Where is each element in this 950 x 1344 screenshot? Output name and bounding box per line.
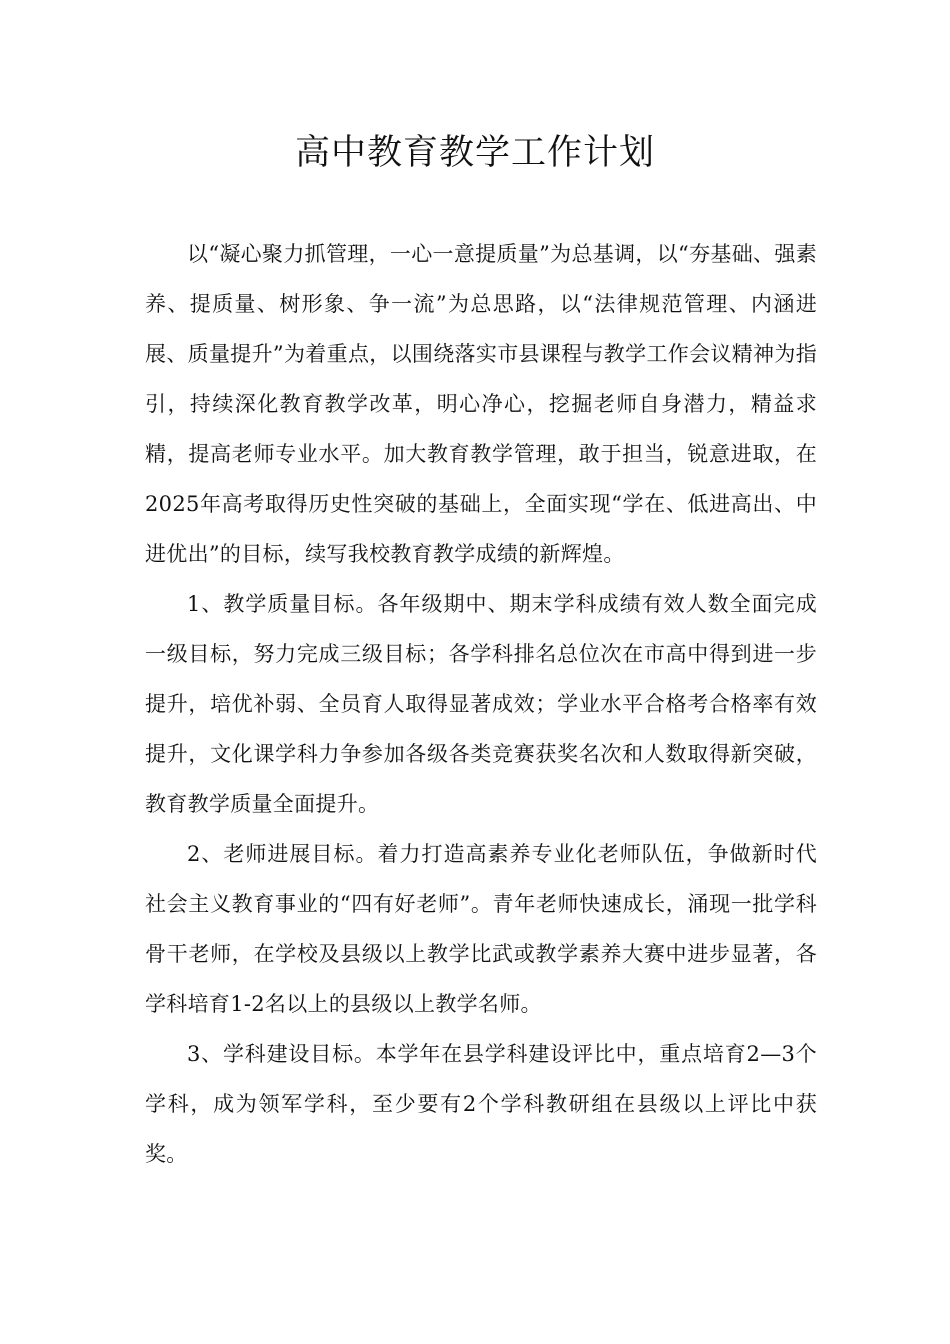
teaching-quality-goal-paragraph: 1、教学质量目标。各年级期中、期末学科成绩有效人数全面完成一级目标，努力完成三级目标；各学科排名总位次在市高中得到进一步提升，培优补弱、全员育人取得显著成效；学业水平合格考合格率有效提升，文化课学科力争参加各级各类竞赛获奖名次和人数取得新突破，教育教学质量全面提升。 <box>145 592 817 816</box>
teacher-development-goal-paragraph: 2、老师进展目标。着力打造高素养专业化老师队伍，争做新时代社会主义教育事业的“四有好老师”。青年老师快速成长，涌现一批学科骨干老师，在学校及县级以上教学比武或教学素养大赛中进步显著，各学科培育1-2名以上的县级以上教学名师。 <box>145 842 817 1016</box>
document-body <box>145 229 817 1179</box>
document-title: 高中教育教学工作计划 <box>294 133 655 173</box>
intro-paragraph: 以“凝心聚力抓管理，一心一意提质量”为总基调，以“夯基础、强素养、提质量、树形象、争一流”为总思路，以“法律规范管理、内涵进展、质量提升”为着重点，以围绕落实市县课程与教学工作会议精神为指引，持续深化教育教学改革，明心净心，挖掘老师自身潜力，精益求精，提高老师专业水平。加大教育教学管理，敢于担当，锐意进取，在2025年高考取得历史性突破的基础上，全面实现“学在、低进高出、中进优出”的目标，续写我校教育教学成绩的新辉煌。 <box>145 242 817 566</box>
subject-construction-goal-paragraph: 3、学科建设目标。本学年在县学科建设评比中，重点培育2—3个学科，成为领军学科，至少要有2个学科教研组在县级以上评比中获奖。 <box>145 1042 817 1166</box>
